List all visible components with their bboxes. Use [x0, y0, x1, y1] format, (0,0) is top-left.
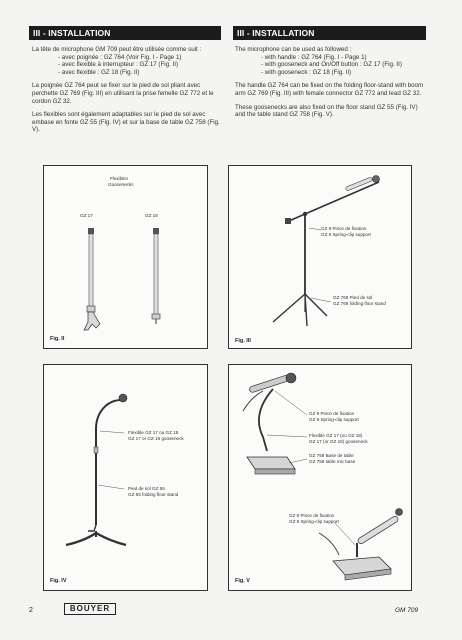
en-list-item: - with handle : GZ 764 (Fig. I - Page 1) [261, 53, 367, 61]
text-column-en [235, 46, 425, 125]
figure-goosenecks [43, 165, 208, 349]
fig5-callout-clip-en: GZ 9 Spring-clip support [309, 417, 359, 422]
page-number: 2 [29, 607, 33, 614]
fig3-label: Fig. III [235, 338, 251, 344]
fr-list-item: - avec flexible : GZ 18 (Fig. II) [58, 68, 140, 76]
fig3-callout-clip-fr: GZ 9 Pince de fixation [321, 226, 367, 231]
fig4-callout-stand-fr: Pied de sol GZ 55 [128, 486, 165, 491]
fig5-callout-gooseneck-en: GZ 17 (or GZ 18) gooseneck [309, 439, 368, 444]
figure-table-stand [228, 364, 412, 591]
en-paragraph-3: These goosenecks are also fixed on the floor stand GZ 55 (Fig. IV) and the table stand GZ 758 (Fig. V). [235, 103, 418, 119]
section-header-fr: III - INSTALLATION [29, 26, 221, 40]
fr-list-item: - avec flexible à interrupteur : GZ 17 (Fig. II) [58, 61, 179, 69]
text-column-fr [32, 46, 222, 140]
fig5-callout-clip2-en: GZ 9 Spring-clip support [289, 519, 339, 524]
section-header-en: III - INSTALLATION [233, 26, 426, 40]
fr-list-item: - avec poignée : GZ 764 (Voir Fig. I - Page 1) [58, 53, 182, 61]
brand-logo: BOUYER [64, 603, 116, 615]
floor-stand-illustration [44, 365, 209, 592]
fig4-callout-stand-en: GZ 55 folding floor stand [128, 492, 179, 497]
fig3-callout-clip-en: GZ 9 Spring-clip support [321, 232, 371, 237]
fig2-title-en: Goosenecks [108, 182, 134, 187]
en-list-item: - with gooseneck : GZ 18 (Fig. II) [261, 68, 352, 76]
en-paragraph-2: The handle GZ 764 can be fixed on the folding floor-stand with boom arm GZ 769 (Fig. III) with female connector GZ 772 and lead GZ 32. [235, 82, 424, 97]
fig5-callout-base-fr: GZ 758 Base de table [309, 453, 354, 458]
fig4-callout-gooseneck-fr: Flexible GZ 17 ou GZ 18 [128, 430, 179, 435]
fig2-label: Fig. II [50, 336, 65, 342]
fig5-label: Fig. V [235, 578, 250, 584]
fr-paragraph-2: La poignée GZ 764 peut se fixer sur le pied de sol pliant avec perchette GZ 769 (Fig. III) en utilisant la prise femelle GZ 772 et le cordon GZ 32. [32, 82, 214, 105]
fig2-model-gz18: GZ 18 [145, 213, 158, 218]
fig5-callout-base-en: GZ 758 table mic base [309, 459, 356, 464]
table-stand-illustration [229, 365, 413, 592]
fig2-model-gz17: GZ 17 [80, 213, 93, 218]
fig4-callout-gooseneck-en: GZ 17 or GZ 18 gooseneck [128, 436, 184, 441]
fig5-callout-clip2-fr: GZ 9 Pince de fixation [289, 513, 335, 518]
fig5-callout-gooseneck-fr: Flexible GZ 17 (ou GZ 18) [309, 433, 363, 438]
figure-boom-stand [228, 165, 412, 349]
fr-paragraph-1: La tête de microphone GM 709 peut être utilisée comme suit : - avec poignée : GZ 764 (Voir Fig. I - Page 1) - avec flexible à interrupteur : GZ 17 (Fig. II) - avec flexible : GZ 18 (Fig. II) [32, 46, 222, 76]
fig3-callout-stand-en: GZ 769 folding floor stand [333, 301, 386, 306]
fig4-label: Fig. IV [50, 578, 67, 584]
gooseneck-illustration [44, 166, 209, 350]
model-name: GM 709 [395, 607, 419, 614]
figure-floor-stand [43, 364, 208, 591]
boom-stand-illustration [229, 166, 413, 350]
fig2-title-fr: Flexibles [110, 176, 129, 181]
fr-paragraph-3: Les flexibles sont également adaptables sur le pied de sol avec embase en fonte GZ 55 (Fig. IV) et sur la base de table GZ 758 (Fig. V). [32, 111, 220, 134]
fig5-callout-clip-fr: GZ 9 Pince de fixation [309, 411, 355, 416]
fig3-callout-stand-fr: GZ 769 Pied de sol [333, 295, 373, 300]
en-list-item: - with gooseneck and On/Off button : GZ 17 (Fig. II) [261, 61, 402, 69]
en-paragraph-1: The microphone can be used as followed : - with handle : GZ 764 (Fig. I - Page 1) - with gooseneck and On/Off button : GZ 17 (Fig. II) - with gooseneck : GZ 18 (Fig. II) [235, 46, 425, 76]
